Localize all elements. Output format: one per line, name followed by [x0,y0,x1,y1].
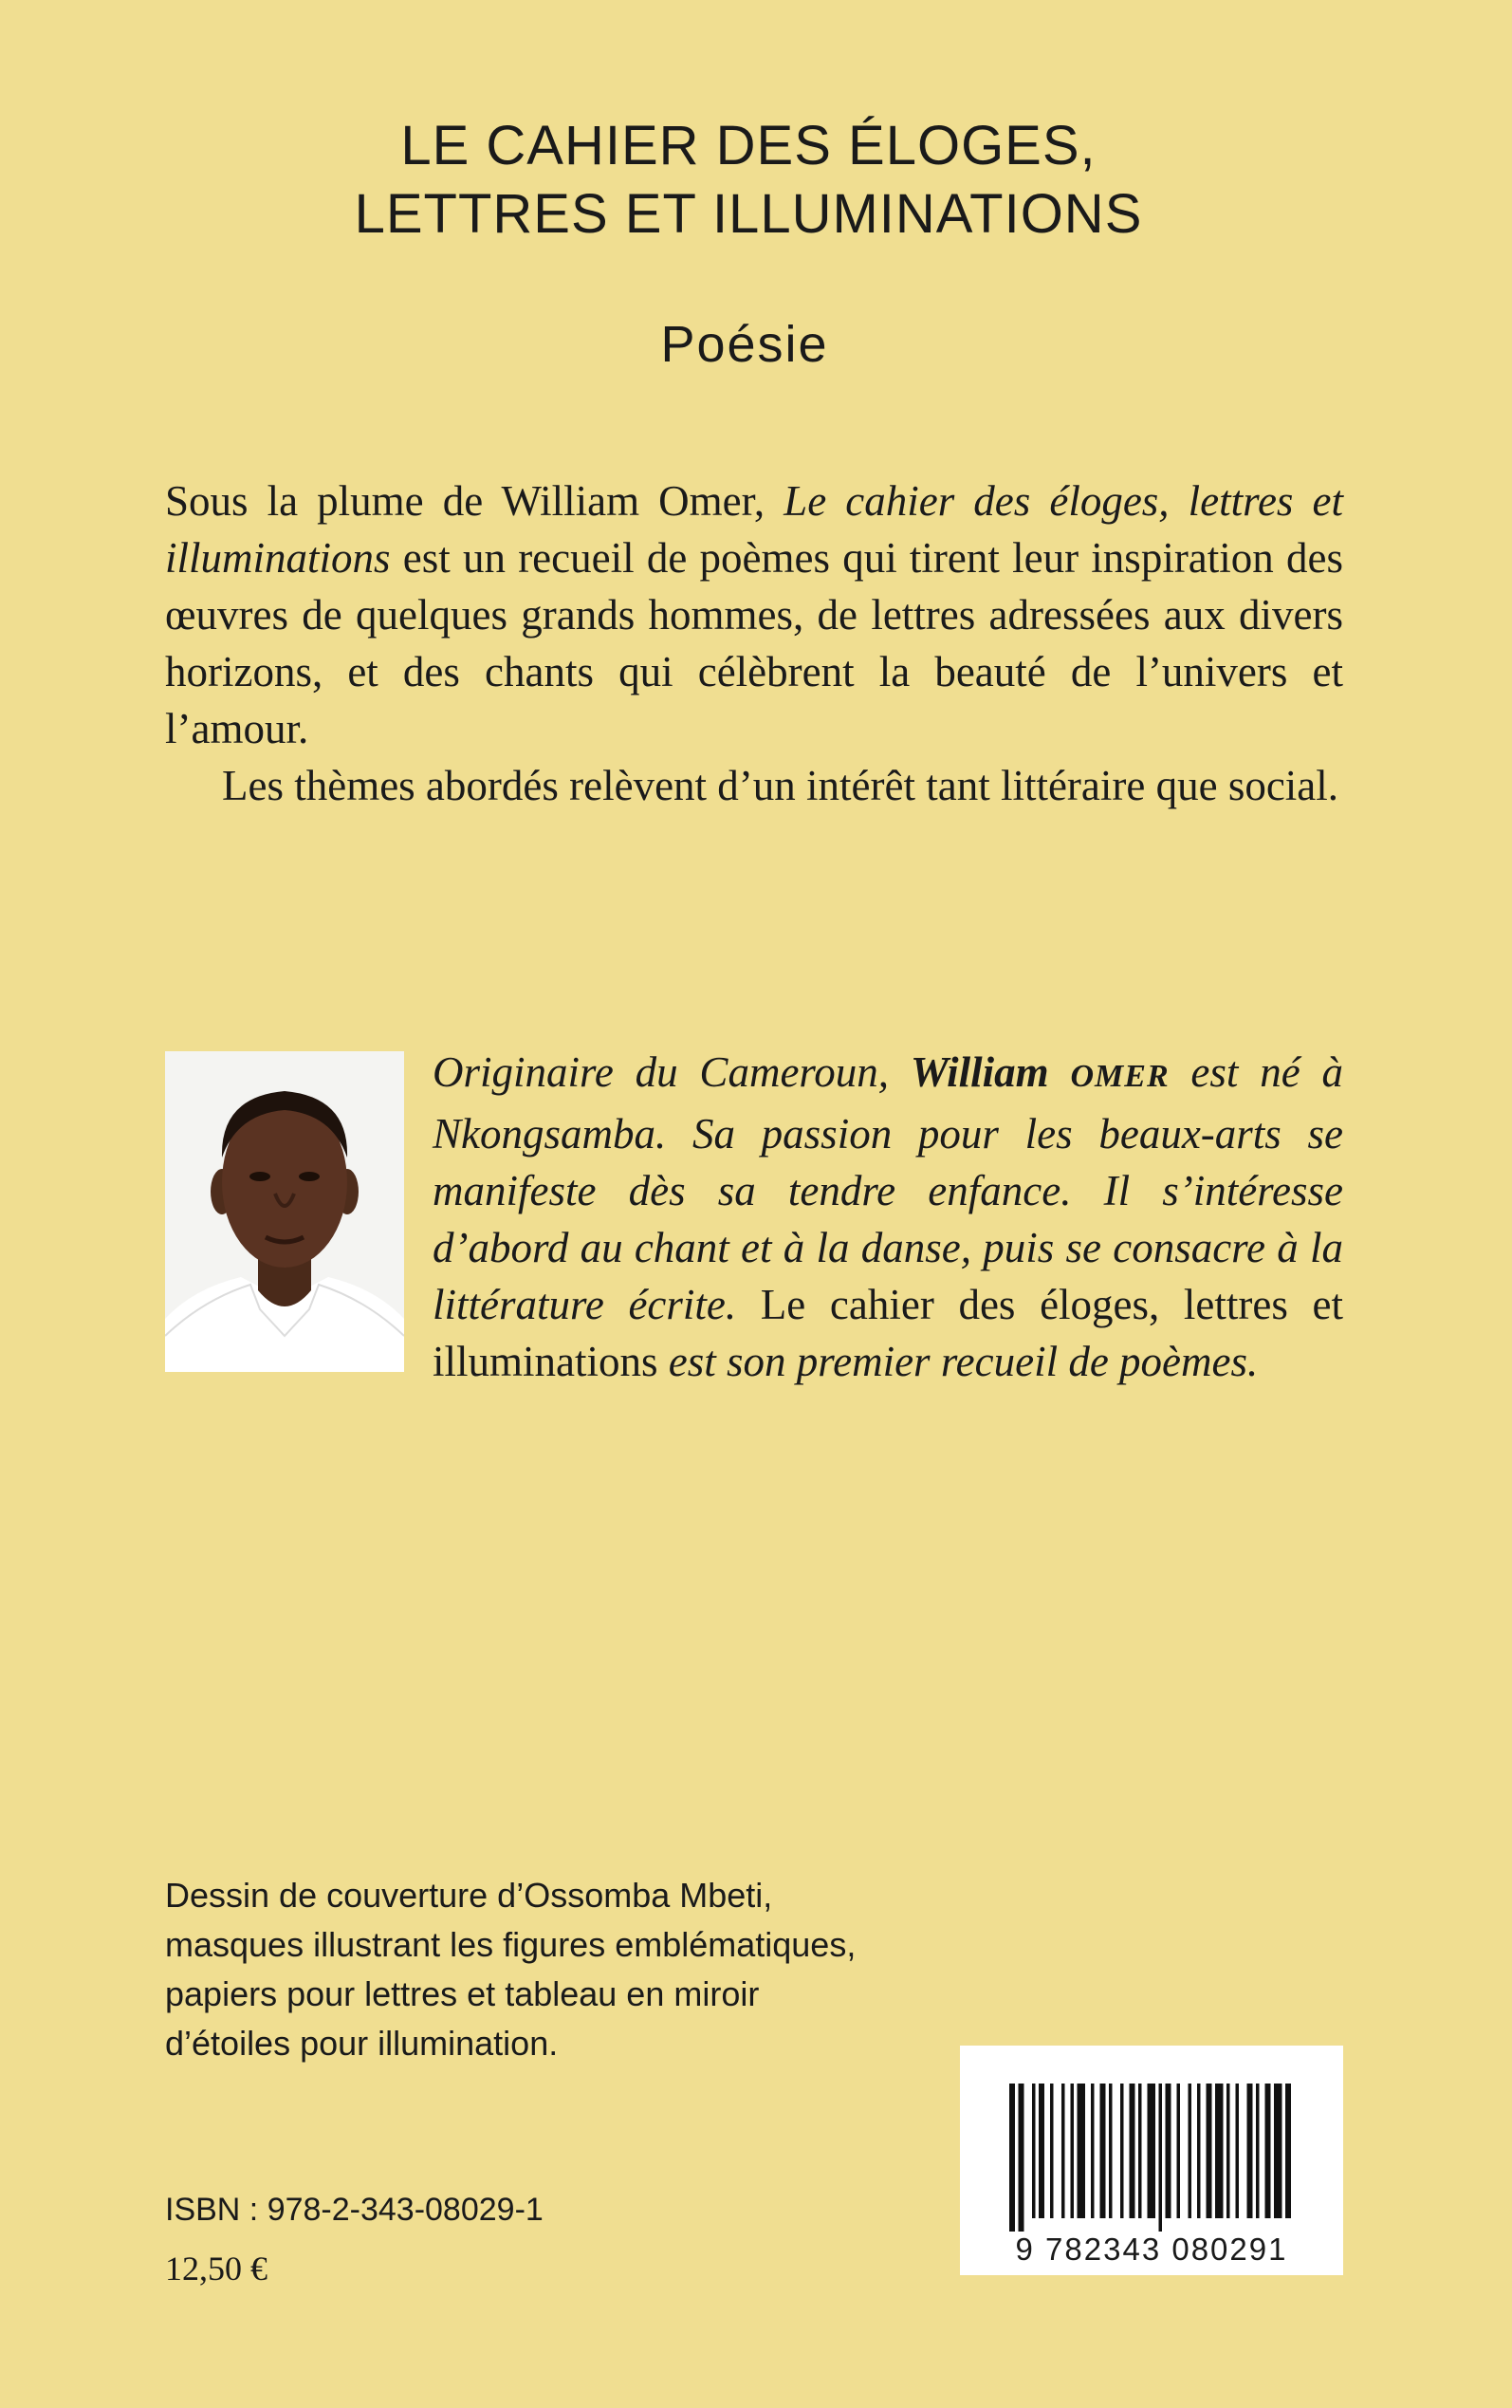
barcode-bar [1120,2084,1124,2218]
barcode-bar [1177,2084,1181,2218]
cover-credit-line-3: papiers pour lettres et tableau en miroir [165,1974,760,2013]
summary-body: est un recueil de poèmes qui tirent leur inspiration des œuvres de quelques grands hommes, de lettres adressées aux divers horizons, et des chants qui célèbrent la beauté de l’univers et l’amour. [165,534,1343,752]
barcode-bar [1148,2084,1156,2218]
bio-author-last-name: OMER [1070,1059,1170,1094]
bio-details: est né à Nkongsamba. Sa passion pour les beaux-arts se manifeste dès sa tendre enfance. Il s’intéresse d’abord au chant et à la danse, puis se consacre à la littérature écrite. [433,1048,1343,1328]
barcode-bar [1032,2084,1036,2218]
author-bio [433,1044,1343,1390]
barcode-bar [1166,2084,1171,2218]
barcode-bar [1109,2084,1113,2218]
barcode-bar [1265,2084,1271,2218]
cover-credit-line-1: Dessin de couverture d’Ossomba Mbeti, [165,1876,773,1915]
genre-label: Poésie [660,316,829,373]
barcode-bar [1130,2084,1135,2218]
cover-credit-line-4: d’étoiles pour illumination. [165,2024,559,2063]
bio-conclusion: est son premier recueil de poèmes. [668,1338,1259,1385]
book-summary [165,472,1343,814]
barcode-bar [1009,2084,1015,2232]
barcode-bar [1050,2084,1054,2218]
barcode-icon [960,2046,1343,2235]
bio-author-first-name: William [910,1048,1071,1096]
title-line-2: LETTRES ET ILLUMINATIONS [354,183,1143,245]
barcode-bar [1207,2084,1212,2218]
cover-credit [165,1871,1019,2068]
barcode-bar [1091,2084,1095,2218]
barcode-bar [1159,2084,1163,2232]
barcode-number: 9 782343 080291 [1015,2232,1288,2267]
barcode-bar [1285,2084,1291,2218]
cover-credit-line-2: masques illustrant les figures emblématiques, [165,1925,857,1964]
bio-paragraph [433,1044,1343,1390]
barcode-bar [1215,2084,1224,2218]
barcode-bar [1189,2084,1192,2218]
summary-book-title: Le cahier des éloges, lettres et illuminations [165,477,1343,582]
price: 12,50 € [165,2250,267,2288]
barcode-bar [1061,2084,1065,2218]
barcode-bar [1039,2084,1044,2218]
barcode-bar [1236,2084,1240,2218]
barcode-bar [1274,2084,1282,2218]
barcode-bar [1197,2084,1201,2218]
book-title [0,112,1512,249]
bio-origin: Originaire du Cameroun, [433,1048,911,1096]
author-photo [165,1051,404,1372]
barcode-bar [1019,2084,1024,2232]
isbn: ISBN : 978-2-343-08029-1 [165,2192,544,2228]
barcode-bar [1256,2084,1260,2218]
summary-paragraph-2: Les thèmes abordés relèvent d’un intérêt tant littéraire que social. [222,762,1339,809]
barcode-bar [1100,2084,1106,2218]
summary-intro: Sous la plume de William Omer, [165,477,784,525]
barcode-bar [1226,2084,1230,2218]
barcode-bar [1071,2084,1075,2218]
barcode [960,2046,1343,2275]
title-line-1: LE CAHIER DES ÉLOGES, [400,115,1097,176]
barcode-bar [1078,2084,1086,2218]
bio-book-title: Le cahier des éloges, lettres et illuminations [433,1281,1344,1385]
author-portrait-icon [165,1051,404,1372]
summary-paragraph-1 [165,472,1343,757]
barcode-bar [1247,2084,1253,2218]
barcode-bar [1138,2084,1142,2218]
